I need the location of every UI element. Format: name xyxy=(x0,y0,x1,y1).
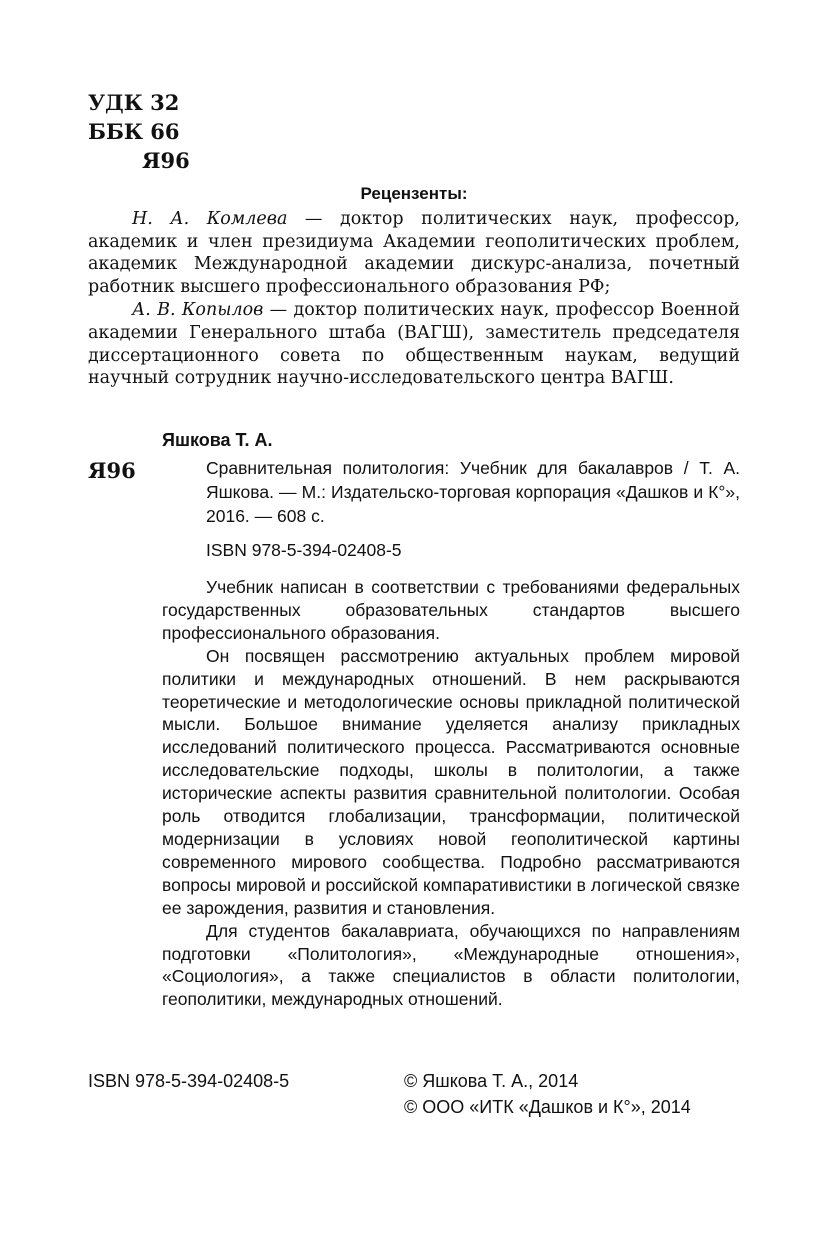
record-isbn: ISBN 978-5-394-02408-5 xyxy=(206,540,402,560)
udk-code: УДК 32 xyxy=(88,90,180,115)
bibliographic-record xyxy=(88,428,740,562)
copyright-block xyxy=(404,1068,691,1120)
record-author: Яшкова Т. А. xyxy=(162,430,273,450)
record-call-number: Я96 xyxy=(88,458,136,483)
annotation-paragraph: Он посвящен рассмотрению актуальных проблем мировой политики и международных отношений. В нем раскрываются теоретические и методологические основы прикладной политической мысли. Большое внимание уделяется анализу прикладных исследований политического процесса. Рассматриваются основные исследовательские подходы, школы в политологии, а также исторические аспекты развития сравнительной политологии. Особая роль отводится глобализации, трансформации, политической модернизации в условиях новой геополитической картины современного мирового сообщества. Подробно рассматриваются вопросы мировой и российской компаративистики в логической связке ее зарождения, развития и становления. xyxy=(162,645,740,918)
reviewer-entry xyxy=(88,208,740,299)
record-description: Сравнительная политология: Учебник для бакалавров / Т. А. Яшкова. — М.: Издательско-торговая корпорация «Дашков и К°», 2016. — 608 с. xyxy=(206,458,740,526)
reviewer-entry xyxy=(88,299,740,390)
classification-block xyxy=(88,88,190,175)
annotation-paragraph: Для студентов бакалавриата, обучающихся по направлениям подготовки «Политология», «Международные отношения», «Социология», а также специалистов в области политологии, геополитики, международных отношений. xyxy=(162,920,740,1010)
reviewers-heading: Рецензенты: xyxy=(360,184,468,203)
annotation-paragraph: Учебник написан в соответствии с требованиями федеральных государственных образовательных стандартов высшего профессионального образования. xyxy=(162,577,740,643)
copyright-author: © Яшкова Т. А., 2014 xyxy=(404,1071,579,1091)
annotation xyxy=(162,576,740,1011)
author-sign-code: Я96 xyxy=(142,148,190,173)
footer-isbn: ISBN 978-5-394-02408-5 xyxy=(88,1071,290,1091)
reviewer-name: А. В. Копылов xyxy=(132,299,264,320)
reviewer-credentials: — доктор политических наук, профессор, академик и член президиума Академии геополитических проблем, академик Международной академии дискурс-анализа, почетный работник высшего профессионального образования РФ; xyxy=(88,208,740,298)
bbk-code: ББК 66 xyxy=(88,119,180,144)
reviewer-credentials: — доктор политических наук, профессор Военной академии Генерального штаба (ВАГШ), заместитель председателя диссертационного совета по общественным наукам, ведущий научный сотрудник научно-исследовательского центра ВАГШ. xyxy=(88,299,740,389)
copyright-publisher: © ООО «ИТК «Дашков и К°», 2014 xyxy=(404,1097,691,1117)
reviewers-section xyxy=(88,183,740,390)
reviewer-name: Н. А. Комлева xyxy=(132,208,288,229)
